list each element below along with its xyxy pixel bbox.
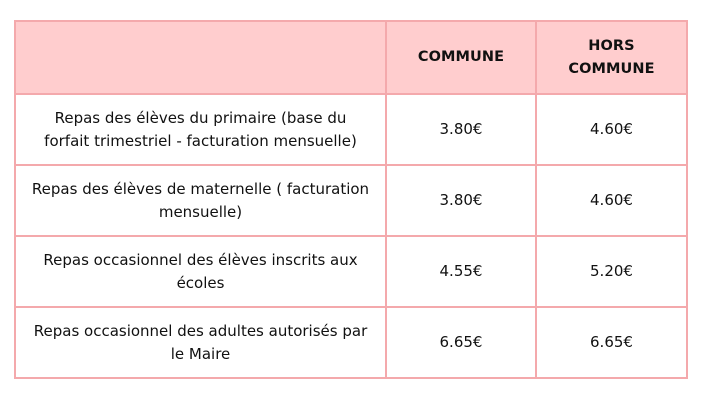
header-row [15, 21, 687, 94]
row-label-line1: Repas occasionnel des adultes autorisés par [33, 321, 368, 340]
row-price-hors-commune: 6.65€ [536, 307, 687, 378]
pricing-table [14, 20, 688, 379]
row-label [15, 94, 386, 165]
header-hors-commune-line1: HORS [588, 37, 635, 54]
row-label [15, 307, 386, 378]
row-label-line2: le Maire [170, 344, 231, 363]
row-label-line1: Repas occasionnel des élèves inscrits aux [43, 250, 358, 269]
table-header [15, 21, 687, 94]
table-body [15, 94, 687, 378]
row-label [15, 236, 386, 307]
table-row [15, 94, 687, 165]
header-hors-commune [536, 21, 687, 94]
header-hors-commune-line2: COMMUNE [568, 60, 655, 77]
row-price-commune: 6.65€ [386, 307, 536, 378]
table-row [15, 165, 687, 236]
row-price-hors-commune: 5.20€ [536, 236, 687, 307]
row-price-commune: 4.55€ [386, 236, 536, 307]
header-commune: COMMUNE [386, 21, 536, 94]
row-label-line1: Repas des élèves du primaire (base du [54, 108, 347, 127]
row-price-commune: 3.80€ [386, 165, 536, 236]
row-label [15, 165, 386, 236]
header-empty-cell [15, 21, 386, 94]
row-price-hors-commune: 4.60€ [536, 165, 687, 236]
row-label-line1: Repas des élèves de maternelle ( facturation [31, 179, 370, 198]
row-price-commune: 3.80€ [386, 94, 536, 165]
row-label-line2: écoles [176, 273, 225, 292]
row-price-hors-commune: 4.60€ [536, 94, 687, 165]
row-label-line2: mensuelle) [158, 202, 243, 221]
row-label-line2: forfait trimestriel - facturation mensuelle) [44, 131, 357, 150]
table-row [15, 307, 687, 378]
table-row [15, 236, 687, 307]
